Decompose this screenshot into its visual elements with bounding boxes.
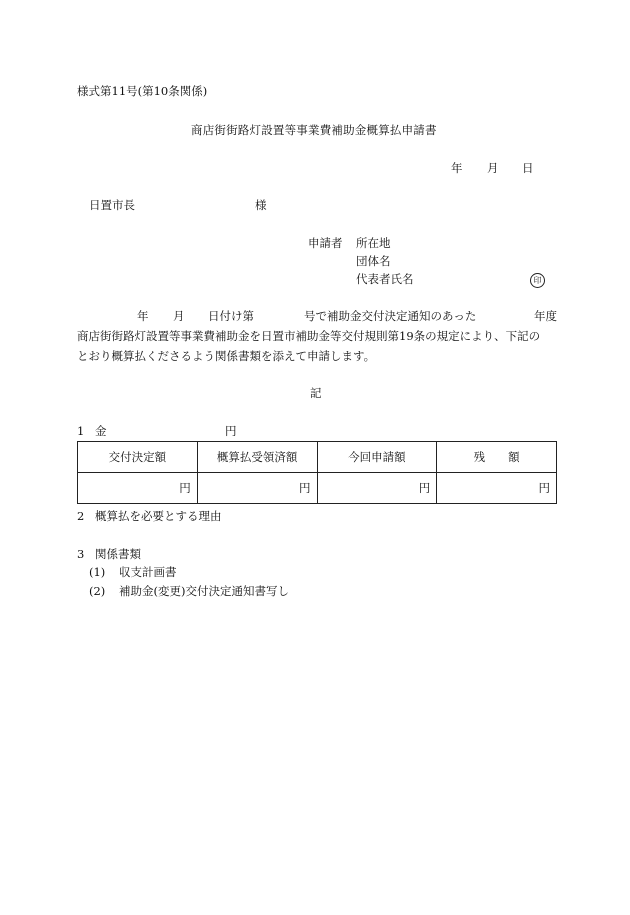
header-grant-decision: 交付決定額: [78, 442, 198, 473]
section2-label: 概算払を必要とする理由: [95, 509, 222, 523]
form-number: 様式第11号(第10条関係): [77, 84, 208, 98]
section3-item-1-number: (1): [89, 565, 106, 579]
header-current-request: 今回申請額: [317, 442, 437, 473]
date-year-label: 年: [451, 161, 463, 175]
seal-mark: [530, 273, 545, 288]
section3-item-2-number: (2): [89, 584, 106, 598]
document-title: 商店街街路灯設置等事業費補助金概算払申請書: [191, 123, 437, 137]
section3-item-2-text: 補助金(変更)交付決定通知書写し: [119, 584, 289, 598]
amount-table-header-row: [78, 442, 557, 473]
body-month: 月: [173, 309, 185, 323]
section2-number: 2: [77, 509, 85, 523]
body-line-2: 商店街街路灯設置等事業費補助金を日置市補助金等交付規則第19条の規定により、下記の: [77, 329, 541, 343]
section3-label: 関係書類: [95, 547, 141, 561]
unit-current-request: 円: [317, 473, 437, 504]
applicant-label: 申請者: [308, 236, 343, 250]
amount-table-value-row: [78, 473, 557, 504]
section3-number: 3: [77, 547, 85, 561]
date-month-label: 月: [487, 161, 499, 175]
header-balance: 残 額: [437, 442, 557, 473]
amount-table: [77, 441, 557, 504]
body-year: 年: [137, 309, 149, 323]
body-fiscal-year: 年度: [534, 309, 557, 323]
header-received: 概算払受領済額: [197, 442, 317, 473]
address-label: 所在地: [356, 236, 391, 250]
addressee-honorific: 様: [255, 198, 267, 212]
unit-grant-decision: 円: [78, 473, 198, 504]
body-line-3: とおり概算払くださるよう関係書類を添えて申請します。: [77, 349, 376, 363]
seal-glyph: 印: [530, 273, 545, 288]
unit-received: 円: [197, 473, 317, 504]
section3-item-1-text: 収支計画書: [119, 565, 177, 579]
date-day-label: 日: [522, 161, 534, 175]
organization-label: 団体名: [356, 254, 391, 268]
unit-balance: 円: [437, 473, 557, 504]
body-notice-text: 号で補助金交付決定通知のあった: [304, 309, 477, 323]
body-date-number: 日付け第: [208, 309, 254, 323]
section1-label: 金: [95, 424, 107, 438]
addressee-name: 日置市長: [89, 198, 135, 212]
representative-label: 代表者氏名: [356, 272, 414, 286]
section1-unit: 円: [225, 424, 237, 438]
section1-number: 1: [77, 424, 85, 438]
ki-heading: 記: [310, 386, 322, 400]
